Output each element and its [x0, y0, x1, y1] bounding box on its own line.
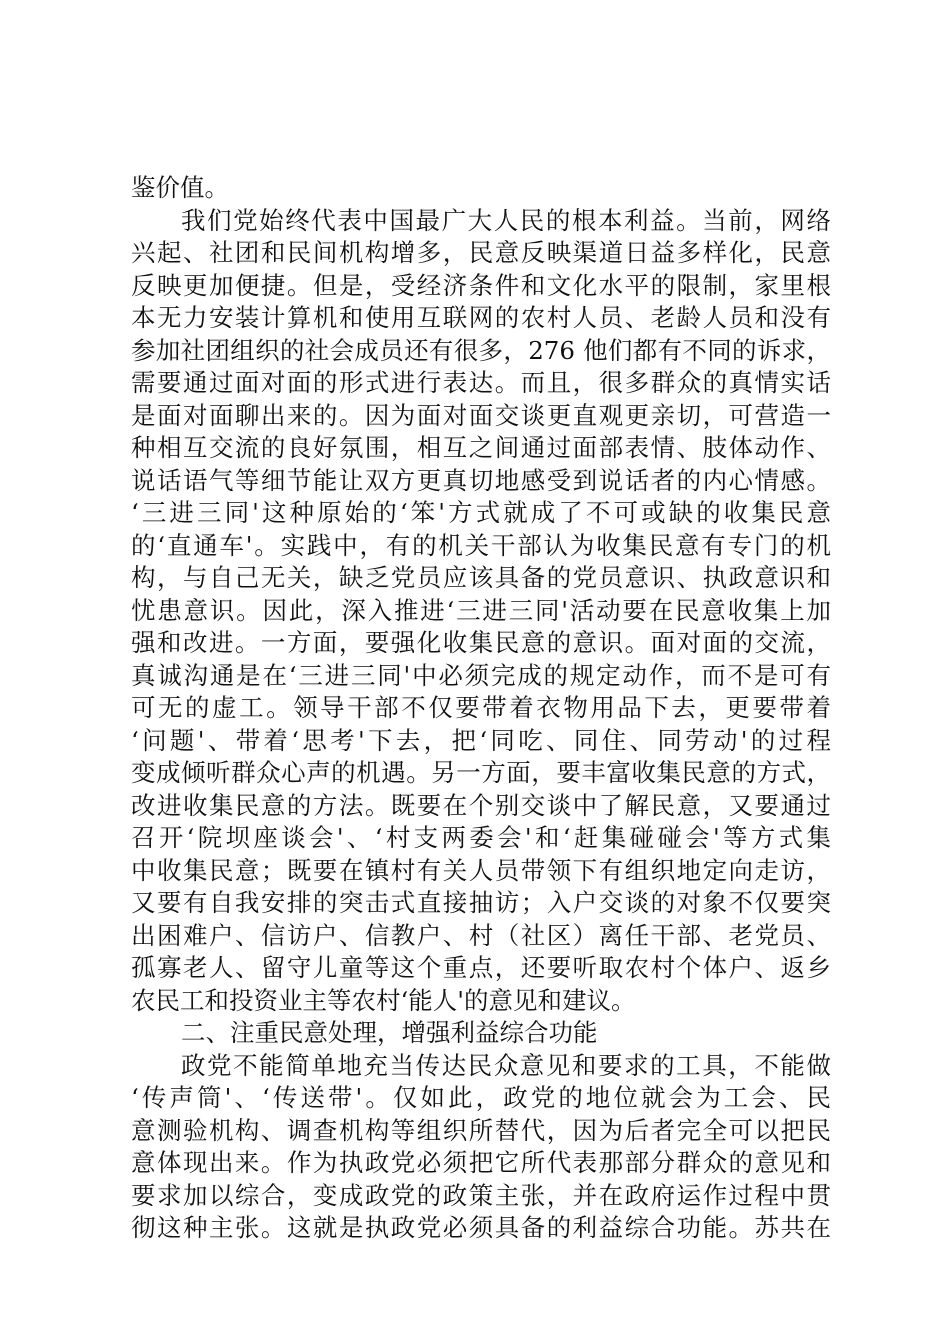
text-line: 要求加以综合，变成政党的政策主张，并在政府运作过程中贯: [131, 1180, 831, 1210]
text-line: 出困难户、信访户、信教户、村（社区）离任干部、老党员、: [131, 920, 831, 950]
text-line: 本无力安装计算机和使用互联网的农村人员、老龄人员和没有: [131, 303, 831, 332]
text-line: 强和改进。一方面，要强化收集民意的意识。面对面的交流，: [131, 628, 831, 657]
text-line: 孤寡老人、留守儿童等这个重点，还要听取农村个体户、返乡: [131, 953, 831, 982]
text-line: 种相互交流的良好氛围，相互之间通过面部表情、肢体动作、: [131, 433, 831, 462]
section-heading: 二、注重民意处理，增强利益综合功能: [181, 1018, 598, 1047]
text-line: 意体现出来。作为执政党必须把它所代表那部分群众的意见和: [131, 1148, 831, 1177]
paragraph-first-line: 我们党始终代表中国最广大人民的根本利益。当前，网络: [181, 205, 831, 235]
text-line: 需要通过面对面的形式进行表达。而且，很多群众的真情实话: [131, 368, 831, 397]
text-line: 彻这种主张。这就是执政党必须具备的利益综合功能。苏共在: [131, 1213, 831, 1242]
text-line: ‘问题'、带着‘思考'下去，把‘同吃、同住、同劳动'的过程: [131, 725, 831, 755]
text-line: 构，与自己无关，缺乏党员应该具备的党员意识、执政意识和: [131, 563, 831, 592]
text-line: 的‘直通车'。实践中，有的机关干部认为收集民意有专门的机: [131, 530, 831, 560]
text-line: ‘传声筒'、‘传送带'。仅如此，政党的地位就会为工会、民: [131, 1083, 831, 1112]
text-line: 意测验机构、调查机构等组织所替代，因为后者完全可以把民: [131, 1115, 831, 1145]
text-line: 鉴价值。: [131, 173, 229, 202]
paragraph-first-line: 政党不能简单地充当传达民众意见和要求的工具，不能做: [181, 1050, 831, 1080]
text-line: ‘三进三同'这种原始的‘笨'方式就成了不可或缺的收集民意: [131, 498, 831, 527]
text-line: 忧患意识。因此，深入推进‘三进三同'活动要在民意收集上加: [131, 595, 831, 625]
text-line: 是面对面聊出来的。因为面对面交谈更直观更亲切，可营造一: [131, 400, 831, 430]
document-body: [131, 172, 831, 1245]
text-line: 变成倾听群众心声的机遇。另一方面，要丰富收集民意的方式，: [131, 758, 831, 787]
text-line: 兴起、社团和民间机构增多，民意反映渠道日益多样化，民意: [131, 238, 831, 267]
text-line: 真诚沟通是在‘三进三同'中必须完成的规定动作，而不是可有: [131, 660, 831, 690]
text-line: 又要有自我安排的突击式直接抽访；入户交谈的对象不仅要突: [131, 888, 831, 917]
text-line: 反映更加便捷。但是，受经济条件和文化水平的限制，家里根: [131, 270, 831, 300]
text-line: 中收集民意；既要在镇村有关人员带领下有组织地定向走访，: [131, 855, 831, 885]
text-line: 说话语气等细节能让双方更真切地感受到说话者的内心情感。: [131, 465, 831, 495]
text-line: 召开‘院坝座谈会'、‘村支两委会'和‘赶集碰碰会'等方式集: [131, 823, 831, 852]
text-line: 改进收集民意的方法。既要在个别交谈中了解民意，又要通过: [131, 790, 831, 820]
text-line: 农民工和投资业主等农村‘能人'的意见和建议。: [131, 985, 636, 1015]
text-line: 参加社团组织的社会成员还有很多，276 他们都有不同的诉求，: [131, 335, 831, 365]
text-line: 可无的虚工。领导干部不仅要带着衣物用品下去，更要带着: [131, 693, 831, 722]
